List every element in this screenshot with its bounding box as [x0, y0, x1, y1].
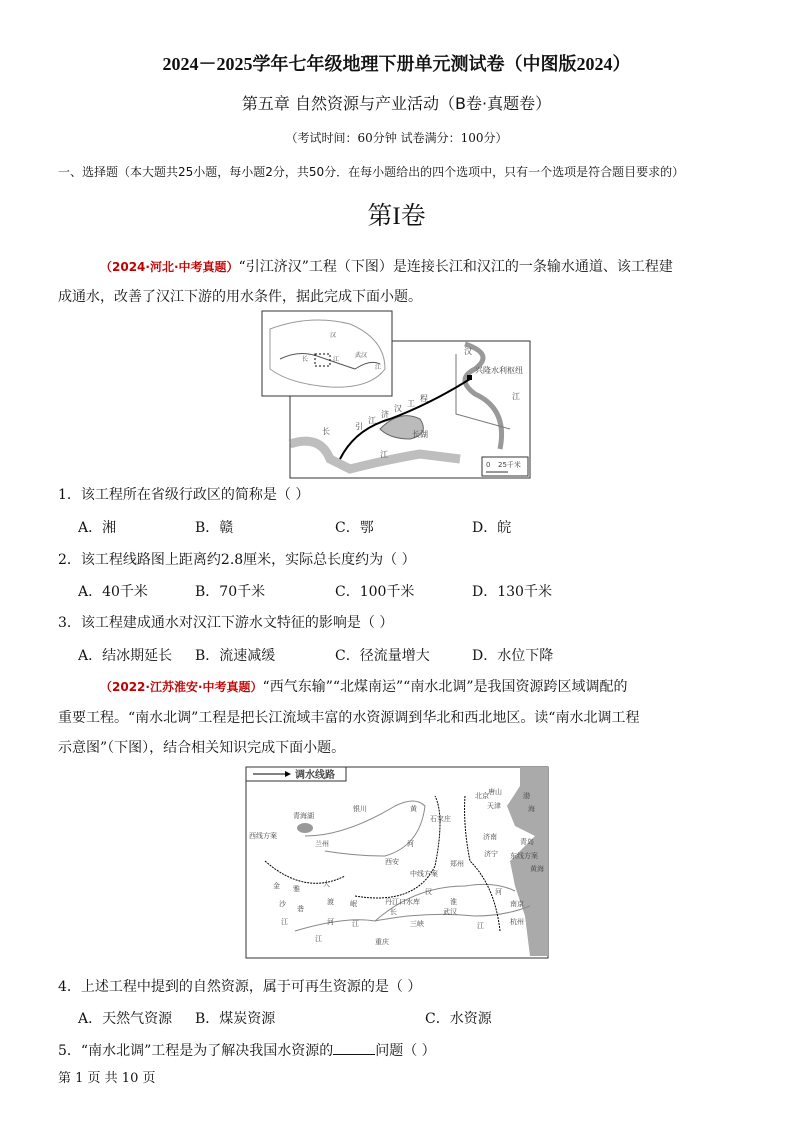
map-label: 重庆	[375, 938, 389, 946]
exam-info: （考试时间：60分钟 试卷满分：100分）	[285, 131, 508, 145]
passage1-text: “引江济汉”工程（下图）是连接长江和汉江的一条输水通道、该工程建	[238, 259, 673, 275]
map-label: 渡	[327, 898, 334, 906]
q1-option-c[interactable]: C．鄂	[335, 520, 374, 536]
map-label: 兴隆水利枢纽	[475, 366, 523, 375]
map-label: 海	[528, 805, 535, 813]
map-label: 北京	[475, 792, 489, 800]
passage2-line1	[100, 676, 627, 696]
south-north-water-map	[245, 766, 549, 959]
map-label: 长	[390, 908, 397, 916]
map-label: 唐山	[488, 788, 502, 796]
passage2-text: “西气东输”“北煤南运”“南水北调”是我国资源跨区域调配的	[262, 679, 628, 695]
map-label: 渤	[523, 792, 530, 800]
map-label: 程	[420, 394, 428, 403]
map-label: 中线方案	[410, 870, 438, 878]
question-3: 3．该工程建成通水对汉江下游水文特征的影响是（ ）	[58, 615, 394, 631]
map-label: 西线方案	[249, 832, 277, 840]
yinjiangjihan-map	[260, 309, 532, 480]
q4-option-a[interactable]: A．天然气资源	[78, 1011, 173, 1027]
passage2-source: （2022·江苏淮安·中考真题）	[100, 680, 263, 694]
question-4: 4．上述工程中提到的自然资源，属于可再生资源的是（ ）	[58, 979, 422, 995]
inset-label: 江	[333, 356, 340, 363]
map-label: 长	[322, 427, 330, 436]
passage2-line2: 重要工程。“南水北调”工程是把长江流域丰富的水资源调到华北和西北地区。读“南水北调工程	[58, 710, 640, 726]
map-label: 兰州	[315, 840, 329, 848]
map-label: 金	[273, 882, 280, 890]
map-label: 杭州	[510, 918, 524, 926]
page-footer: 第 1 页 共 10 页	[58, 1071, 156, 1086]
q5-blank	[333, 1042, 375, 1055]
passage1-line2: 成通水，改善了汉江下游的用水条件，据此完成下面小题。	[58, 289, 422, 305]
question-5	[58, 1040, 436, 1060]
map-label: 汉	[464, 347, 472, 356]
map-label: 江	[512, 392, 520, 401]
document-title: 2024－2025学年七年级地理下册单元测试卷（中图版2024）	[162, 54, 631, 74]
map-label: 大	[323, 880, 330, 888]
map-label: 三峡	[410, 920, 424, 928]
map-label: 汉	[425, 888, 432, 896]
q5-stem-end: 问题（ ）	[375, 1043, 436, 1059]
map-label: 青岛	[520, 838, 534, 846]
q2-option-c[interactable]: C．100千米	[335, 584, 415, 600]
passage2-line3: 示意图”（下图），结合相关知识完成下面小题。	[58, 740, 346, 756]
map-label: 江	[315, 935, 322, 943]
map-label: 黄海	[530, 865, 544, 873]
map-legend: 调水线路	[295, 770, 335, 781]
q3-option-a[interactable]: A．结冰期延长	[78, 648, 173, 664]
inset-label: 武汉	[355, 352, 368, 359]
map-label: 工	[407, 399, 415, 408]
map-label: 济宁	[484, 850, 498, 858]
map-label: 丹江口水库	[385, 898, 420, 906]
map-label: 济	[381, 410, 389, 419]
map-label: 长湖	[412, 430, 428, 439]
passage1-line1	[100, 256, 673, 276]
map-label: 银川	[353, 805, 367, 813]
map-label: 江	[368, 416, 376, 425]
q3-option-b[interactable]: B．流速减缓	[195, 648, 276, 664]
map-label: 西安	[385, 858, 399, 866]
map-label: 江	[380, 450, 388, 459]
map-label: 武汉	[443, 908, 457, 916]
q3-option-c[interactable]: C．径流量增大	[335, 648, 430, 664]
map-label: 河	[495, 888, 502, 896]
map-label: 黄	[410, 805, 417, 813]
q1-option-a[interactable]: A．湘	[78, 520, 117, 536]
q1-option-b[interactable]: B．赣	[195, 520, 234, 536]
map-label: 河	[407, 840, 414, 848]
inset-label: 汉	[330, 332, 337, 339]
map-label: 江	[281, 918, 288, 926]
q2-option-a[interactable]: A．40千米	[78, 584, 148, 600]
q2-option-d[interactable]: D．130千米	[472, 584, 552, 600]
chapter-subtitle: 第五章 自然资源与产业活动（B卷·真题卷）	[241, 94, 552, 113]
q4-option-b[interactable]: B．煤炭资源	[195, 1011, 276, 1027]
map-label: 江	[477, 922, 484, 930]
map-label: 天津	[487, 802, 501, 810]
map-label: 济南	[483, 833, 497, 841]
inset-label: 长	[302, 356, 309, 363]
scale-label: 0	[486, 461, 491, 469]
volume-heading: 第I卷	[367, 203, 426, 230]
q4-option-c[interactable]: C．水资源	[425, 1011, 492, 1027]
question-2: 2．该工程线路图上距离约2.8厘米，实际总长度约为（ ）	[58, 552, 416, 568]
inset-label: 江	[375, 364, 382, 371]
map-label: 青海湖	[293, 812, 314, 820]
section-heading: 一、选择题（本大题共25小题，每小题2分，共50分．在每小题给出的四个选项中，只有一个选项是符合题目要求的）	[58, 165, 685, 179]
map-label: 沙	[279, 900, 286, 908]
q2-option-b[interactable]: B．70千米	[195, 584, 266, 600]
question-1: 1．该工程所在省级行政区的简称是（ ）	[58, 487, 310, 503]
map-label: 江	[352, 920, 359, 928]
map-label: 砻	[297, 905, 304, 913]
passage1-source: （2024·河北·中考真题）	[100, 260, 239, 274]
map-label: 引	[355, 422, 363, 431]
map-label: 郑州	[450, 860, 464, 868]
q1-option-d[interactable]: D．皖	[472, 520, 512, 536]
map-label: 石家庄	[430, 815, 451, 823]
map-label: 汉	[394, 404, 402, 413]
q5-stem: 5．“南水北调”工程是为了解决我国水资源的	[58, 1043, 334, 1059]
map-label: 河	[327, 918, 334, 926]
map-label: 南京	[510, 900, 524, 908]
scale-label: 25千米	[498, 461, 521, 469]
map-label: 东线方案	[510, 852, 538, 860]
map-label: 雅	[293, 885, 300, 893]
q3-option-d[interactable]: D．水位下降	[472, 648, 554, 664]
map-label: 淮	[450, 898, 457, 906]
map-label: 岷	[350, 900, 357, 908]
